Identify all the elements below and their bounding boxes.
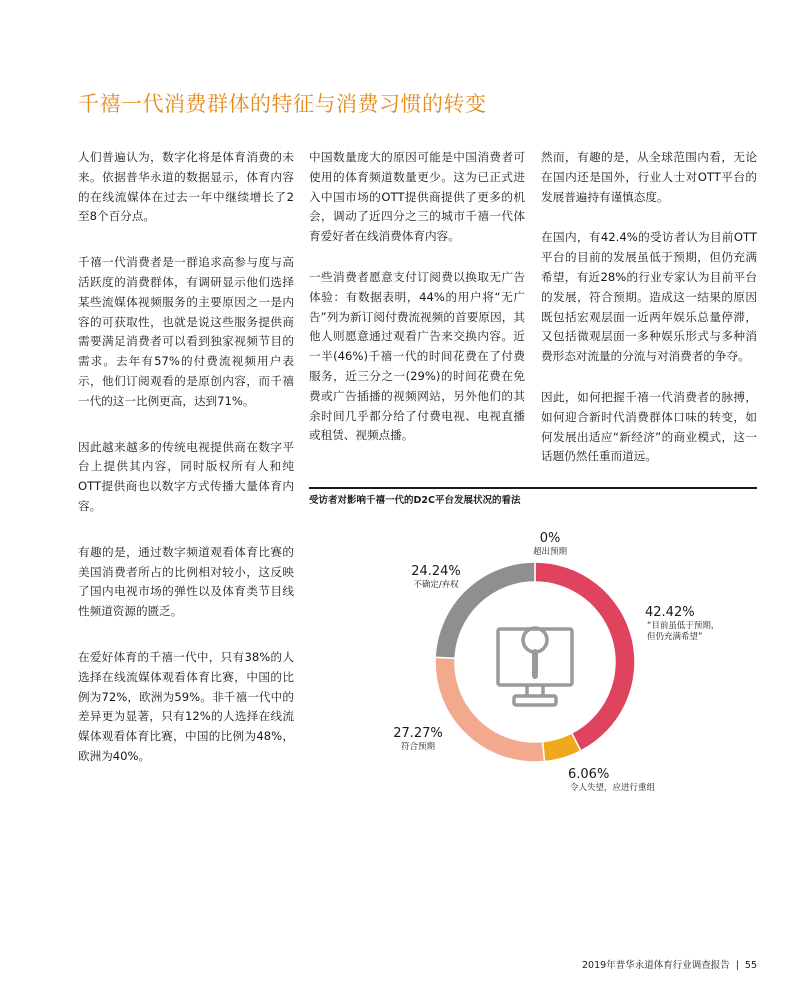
footer-separator: | [735, 960, 739, 971]
chart-title: 受访者对影响千禧一代的D2C平台发展状况的看法 [309, 495, 521, 506]
paragraph: 千禧一代消费者是一群追求高参与度与高活跃度的消费群体，有调研显示他们选择某些流媒体视频服务的主要原因之一是内容的可获取性，也就是说这些服务提供商需要满足消费者可以看到独家视频节目的需求。去年有57%的付费流视频用户表示，他们订阅观看的是原创内容，而千禧一代的这一比例更高，达到71%。 [78, 255, 294, 408]
slice-category-label: “目前虽低于预期， [647, 621, 720, 631]
paragraph: 人们普遍认为，数字化将是体育消费的未来。依据普华永道的数据显示，体育内容的在线流媒体在过去一年中继续增长了2至8个百分点。 [78, 150, 294, 224]
slice-percent-label: 24.24% [411, 564, 461, 579]
slice-category-label: 符合预期 [400, 742, 436, 752]
paragraph: 中国数量庞大的原因可能是中国消费者可使用的体育频道数量更少。这为已正式进入中国市场的OTT提供商提供了更多的机会，调动了近四分之三的城市千禧一代体育爱好者在线消费体育内容。 [309, 150, 525, 244]
slice-percent-label: 27.27% [393, 726, 443, 741]
slice-category-label: 超出预期 [532, 547, 568, 557]
donut-slice [435, 657, 545, 762]
paragraph: 因此越来越多的传统电视提供商在数字平台上提供其内容，同时版权所有人和纯OTT提供商也以数字方式传播大量体育内容。 [78, 439, 294, 513]
paragraph: 一些消费者愿意支付订阅费以换取无广告体验：有数据表明，44%的用户将“无广告”列为新订阅付费流视频的首要原因，其他人则愿意通过观看广告来交换内容。近一半(46%)千禧一代的时间花费在了付费服务，近三分之一(29%)的时间花费在免费或广告插播的视频网站，另外他们的其余时间几乎都分给了付费电视、电视直播或租赁、视频点播。 [309, 269, 525, 443]
page-footer [582, 957, 757, 971]
slice-percent-label: 42.42% [645, 605, 695, 620]
page-number: 55 [744, 960, 757, 971]
report-name: 2019年普华永道体育行业调查报告 [582, 960, 730, 971]
text-column-3 [541, 148, 757, 488]
chart-divider [309, 487, 757, 489]
slice-percent-label: 0% [539, 531, 561, 546]
slice-percent-label: 6.06% [568, 767, 610, 782]
paragraph: 有趣的是，通过数字频道观看体育比赛的美国消费者所占的比例相对较小，这反映了国内电视市场的弹性以及体育类节目线性频道资源的匮乏。 [78, 544, 294, 619]
text-column-1 [78, 148, 294, 788]
slice-category-label: 但仍充满希望” [647, 632, 703, 642]
paragraph: 然而，有趣的是，从全球范围内看，无论在国内还是国外，行业人士对OTT平台的发展普遍持有谨慎态度。 [541, 150, 757, 204]
monitor-search-icon [498, 628, 572, 705]
paragraph: 在国内，有42.4%的受访者认为目前OTT平台的目前的发展虽低于预期，但仍充满希望，有近28%的行业专家认为目前平台的发展，符合预期。造成这一结果的原因既包括宏观层面一近两年娱乐总量停滞，又包括微观层面一多种娱乐形式与多种消费形态对流量的分流与对消费者的争夺。 [541, 230, 757, 364]
donut-chart [340, 520, 760, 800]
paragraph: 在爱好体育的千禧一代中，只有38%的人选择在线流媒体观看体育比赛，中国的比例为72%，欧洲为59%。非千禧一代中的差异更为显著，只有12%的人选择在线流媒体观看体育比赛，中国的比例为48%，欧洲为40%。 [78, 649, 294, 763]
paragraph: 因此，如何把握千禧一代消费者的脉搏，如何迎合新时代消费群体口味的转变，如何发展出适应“新经济”的商业模式，这一话题仍然任重而道远。 [541, 389, 757, 464]
slice-category-label: 不确定/弃权 [413, 580, 459, 590]
text-column-2 [309, 148, 525, 467]
donut-slice [535, 562, 635, 751]
page-title: 千禧一代消费群体的特征与消费习惯的转变 [78, 92, 487, 116]
slice-category-label: 令人失望，应进行重组 [570, 783, 656, 793]
